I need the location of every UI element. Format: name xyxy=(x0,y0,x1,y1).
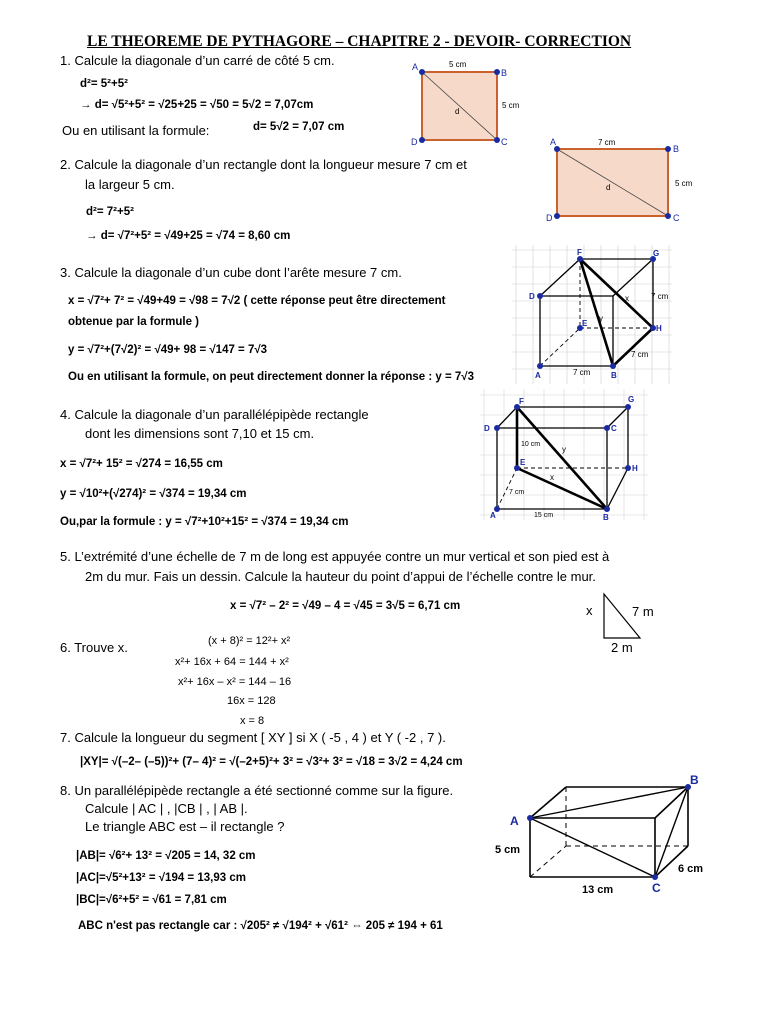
q2-label-A: A xyxy=(550,137,557,147)
q3-line1: x = √7²+ 7² = √49+49 = √98 = 7√2 ( cette réponse peut être directement xyxy=(68,295,446,307)
q8-statement-1: 8. Un parallélépipède rectangle a été sectionné comme sur la figure. xyxy=(60,783,454,798)
q2-label-D: D xyxy=(546,213,553,223)
q4-length: 15 cm xyxy=(534,512,554,519)
q1-label-C: C xyxy=(501,137,508,147)
q4-label-D: D xyxy=(484,424,490,433)
q3-label-H: H xyxy=(656,324,662,333)
q8-label-A: A xyxy=(510,814,519,828)
q8-height: 5 cm xyxy=(495,844,521,856)
q3-edge-mid: 7 cm xyxy=(631,350,649,359)
q8-line1: |AB|= √6²+ 13² = √205 = 14, 32 cm xyxy=(76,850,256,862)
q4-label-B: B xyxy=(603,513,609,522)
q8-statement-3: Le triangle ABC est – il rectangle ? xyxy=(85,819,285,834)
q1-statement: 1. Calcule la diagonale d’un carré de côté 5 cm. xyxy=(60,53,335,68)
q2-line1: d²= 7²+5² xyxy=(86,206,134,218)
q3-line2: obtenue par la formule ) xyxy=(68,316,199,328)
q5-label-base: 2 m xyxy=(611,640,633,655)
q8-line4: ABC n'est pas rectangle car : √205² ≠ √194² + √61² ⇔ 205 ≠ 194 + 61 xyxy=(78,920,443,932)
q4-label-C: C xyxy=(611,424,617,433)
q5-statement-1: 5. L’extrémité d’une échelle de 7 m de long est appuyée contre un mur vertical et son pied est à xyxy=(60,549,610,564)
q3-label-B: B xyxy=(611,371,617,380)
q6-statement: 6. Trouve x. xyxy=(60,640,128,655)
q6-line5: x = 8 xyxy=(240,715,265,727)
q3-label-x: x xyxy=(625,294,629,303)
q8-depth: 6 cm xyxy=(678,863,704,875)
q3-label-D: D xyxy=(529,292,535,301)
q1-line1: d²= 5²+5² xyxy=(80,78,128,90)
q8-label-C: C xyxy=(652,881,661,895)
q1-side-right: 5 cm xyxy=(502,101,520,110)
q2-statement-1: 2. Calcule la diagonale d’un rectangle dont la longueur mesure 7 cm et xyxy=(60,157,467,172)
q2-side-right: 5 cm xyxy=(675,179,693,188)
q4-label-x: x xyxy=(550,473,554,482)
q1-label-d: d xyxy=(455,107,460,116)
q1-side-top: 5 cm xyxy=(449,60,467,69)
q7-statement: 7. Calcule la longueur du segment [ XY ] si X ( -5 , 4 ) et Y ( -2 , 7 ). xyxy=(60,730,446,745)
q4-label-F: F xyxy=(519,397,524,406)
q4-line3: Ou,par la formule : y = √7²+10²+15² = √374 = 19,34 cm xyxy=(60,516,349,528)
q4-statement-1: 4. Calcule la diagonale d’un parallélépipède rectangle xyxy=(60,407,369,422)
q8-line3: |BC|=√6²+5² = √61 = 7,81 cm xyxy=(76,894,227,906)
q8-label-B: B xyxy=(690,773,699,787)
q3-line3: y = √7²+(7√2)² = √49+ 98 = √147 = 7√3 xyxy=(68,344,268,356)
q2-label-C: C xyxy=(673,213,680,223)
q6-line2: x²+ 16x + 64 = 144 + x² xyxy=(175,656,289,668)
q4-label-G: G xyxy=(628,395,635,404)
q1-line3: Ou en utilisant la formule: xyxy=(62,123,210,138)
q4-label-A: A xyxy=(490,511,496,520)
q2-statement-2: la largeur 5 cm. xyxy=(85,177,175,192)
q4-label-E: E xyxy=(520,458,526,467)
q4-height: 10 cm xyxy=(521,441,541,448)
q5-label-x: x xyxy=(586,603,593,618)
q3-label-A: A xyxy=(535,371,541,380)
q1-label-D: D xyxy=(411,137,418,147)
q4-line2: y = √10²+(√274)² = √374 = 19,34 cm xyxy=(60,488,247,500)
q3-edge-right: 7 cm xyxy=(651,292,669,301)
q1-label-A: A xyxy=(412,62,419,72)
q1-line4: d= 5√2 = 7,07 cm xyxy=(253,121,345,133)
q6-line3: x²+ 16x – x² = 144 – 16 xyxy=(178,676,292,688)
q4-label-H: H xyxy=(632,464,638,473)
q4-depth: 7 cm xyxy=(509,489,525,496)
q2-line2: → d= √7²+5² = √49+25 = √74 = 8,60 cm xyxy=(86,230,291,242)
q1-label-B: B xyxy=(501,68,508,78)
q4-statement-2: dont les dimensions sont 7,10 et 15 cm. xyxy=(85,426,315,441)
page-title: LE THEOREME DE PYTHAGORE – CHAPITRE 2 - DEVOIR- CORRECTION xyxy=(87,33,632,50)
q3-label-y: y xyxy=(599,314,603,323)
q2-side-top: 7 cm xyxy=(598,138,616,147)
q3-label-E: E xyxy=(582,319,588,328)
q4-line1: x = √7²+ 15² = √274 = 16,55 cm xyxy=(60,458,223,470)
q8-length: 13 cm xyxy=(582,884,614,896)
q7-line1: |XY|= √(–2– (–5))²+ (7– 4)² = √(–2+5)²+ 3² = √3²+ 3² = √18 = 3√2 = 4,24 cm xyxy=(80,756,463,768)
q5-statement-2: 2m du mur. Fais un dessin. Calcule la hauteur du point d’appui de l’échelle contre le mur. xyxy=(85,569,596,584)
q6-line1: (x + 8)² = 12²+ x² xyxy=(208,635,291,647)
q4-label-y: y xyxy=(562,445,566,454)
q2-label-d: d xyxy=(606,183,611,192)
q5-line1: x = √7² – 2² = √49 – 4 = √45 = 3√5 = 6,71 cm xyxy=(230,600,461,612)
q3-label-F: F xyxy=(577,248,582,257)
q2-label-B: B xyxy=(673,144,680,154)
q3-label-G: G xyxy=(653,249,660,258)
q3-edge-bottom: 7 cm xyxy=(573,368,591,377)
q3-statement: 3. Calcule la diagonale d’un cube dont l’arête mesure 7 cm. xyxy=(60,265,402,280)
q1-line2: → d= √5²+5² = √25+25 = √50 = 5√2 = 7,07cm xyxy=(80,99,314,111)
q8-line2: |AC|=√5²+13² = √194 = 13,93 cm xyxy=(76,872,246,884)
q5-label-hyp: 7 m xyxy=(632,604,654,619)
q3-line4: Ou en utilisant la formule, on peut directement donner la réponse : y = 7√3 xyxy=(68,371,475,383)
q8-statement-2: Calcule | AC | , |CB | , | AB |. xyxy=(85,801,248,816)
q6-line4: 16x = 128 xyxy=(227,695,276,707)
